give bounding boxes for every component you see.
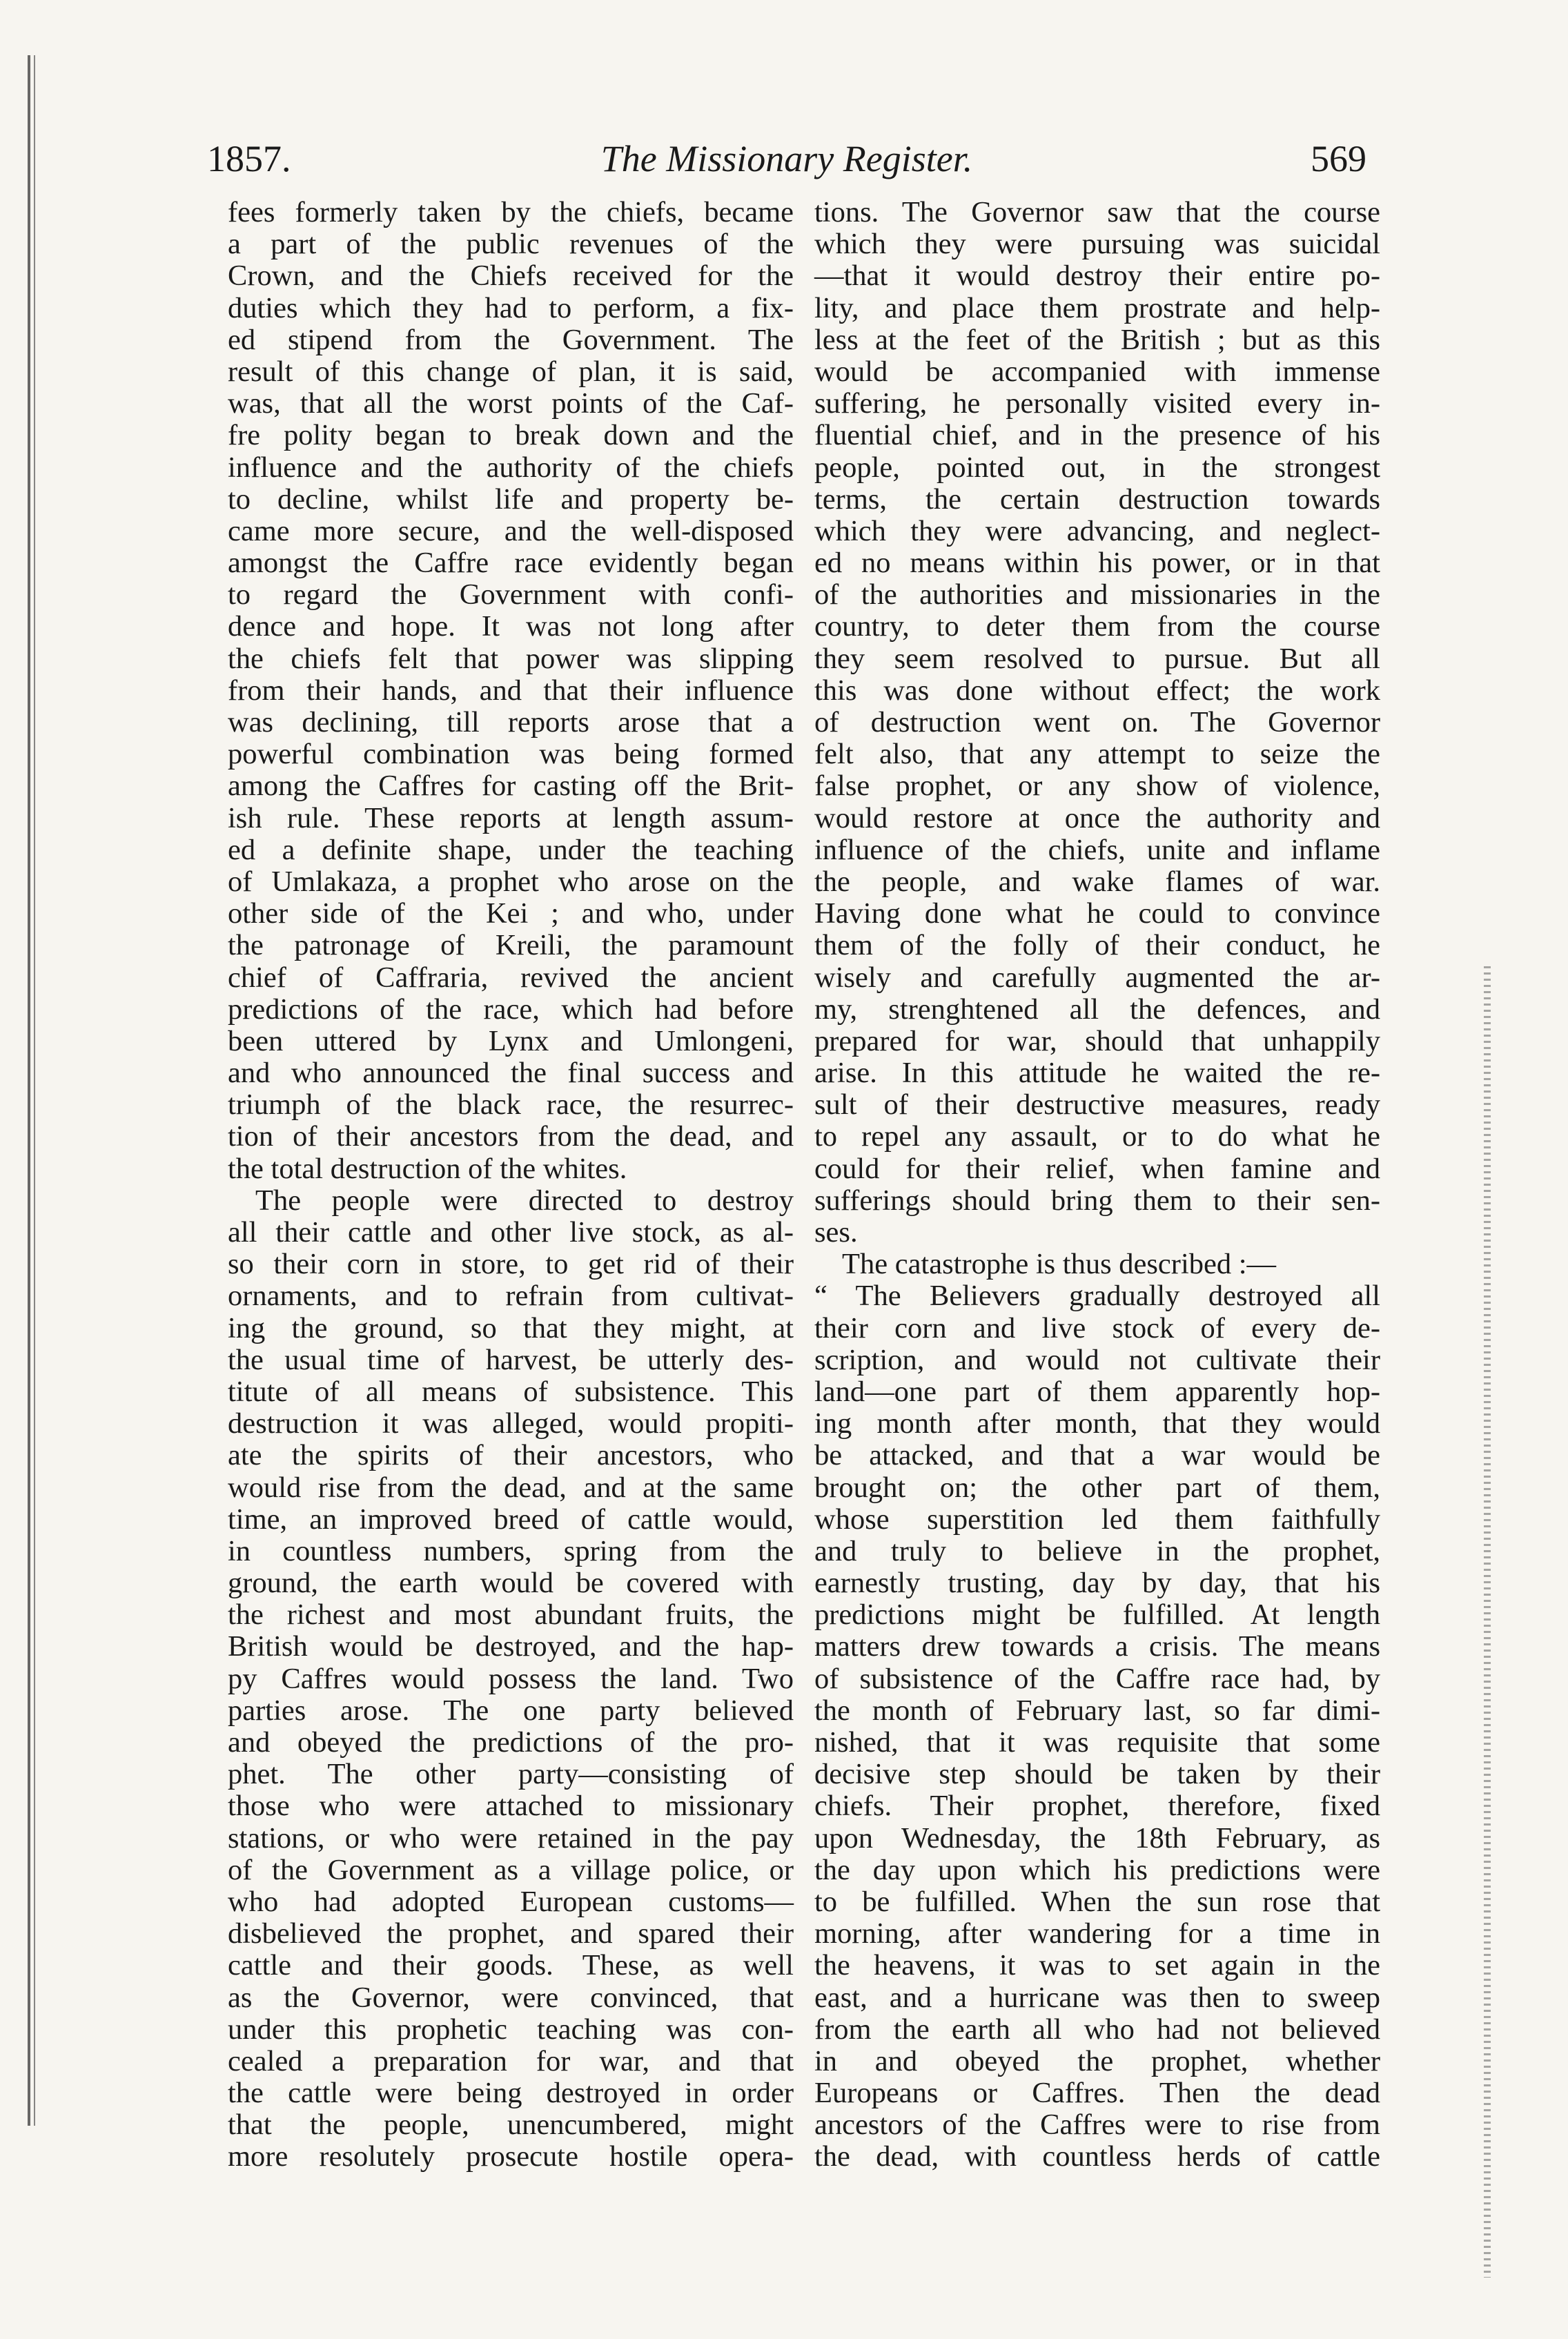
text-line: fre polity began to break down and the <box>228 419 794 452</box>
text-line: Europeans or Caffres. Then the dead <box>814 2077 1380 2110</box>
text-line: among the Caffres for casting off the Brit- <box>228 770 794 803</box>
text-line: from the earth all who had not believed <box>814 2013 1380 2046</box>
text-line: to decline, whilst life and property be- <box>228 482 794 516</box>
text-line: other side of the Kei ; and who, under <box>228 897 794 930</box>
text-line: Crown, and the Chiefs received for the <box>228 260 794 293</box>
text-line: from their hands, and that their influence <box>228 674 794 707</box>
text-line: upon Wednesday, the 18th February, as <box>814 1821 1380 1854</box>
text-line: chiefs. Their prophet, therefore, fixed <box>814 1790 1380 1823</box>
text-line: sult of their destructive measures, ready <box>814 1088 1380 1122</box>
text-line: time, an improved breed of cattle would, <box>228 1503 794 1536</box>
text-line: that the people, unencumbered, might <box>228 2108 794 2142</box>
text-line: more resolutely prosecute hostile opera- <box>228 2140 794 2173</box>
header-title: The Missionary Register. <box>600 138 973 179</box>
text-line: a part of the public revenues of the <box>228 228 794 261</box>
text-line: land—one part of them apparently hop- <box>814 1375 1380 1408</box>
text-line: duties which they had to perform, a fix- <box>228 291 794 324</box>
text-line: terms, the certain destruction towards <box>814 482 1380 516</box>
page-edge-marks <box>1484 966 1491 2278</box>
text-line: of the Government as a village police, or <box>228 1853 794 1886</box>
text-line: the day upon which his predictions were <box>814 1853 1380 1886</box>
text-line: and truly to believe in the prophet, <box>814 1534 1380 1567</box>
text-line: the richest and most abundant fruits, the <box>228 1598 794 1632</box>
text-line: ate the spirits of their ancestors, who <box>228 1439 794 1472</box>
text-line: py Caffres would possess the land. Two <box>228 1662 794 1695</box>
text-line: who had adopted European customs— <box>228 1885 794 1918</box>
text-line: ed no means within his power, or in that <box>814 547 1380 580</box>
text-line: scription, and would not cultivate their <box>814 1343 1380 1376</box>
text-line: influence of the chiefs, unite and inflame <box>814 833 1380 866</box>
text-line: in and obeyed the prophet, whether <box>814 2044 1380 2077</box>
text-line: the cattle were being destroyed in order <box>228 2077 794 2110</box>
text-line: false prophet, or any show of violence, <box>814 770 1380 803</box>
text-line: earnestly trusting, day by day, that his <box>814 1567 1380 1600</box>
text-line: the chiefs felt that power was slipping <box>228 642 794 675</box>
text-line: of Umlakaza, a prophet who arose on the <box>228 865 794 898</box>
text-line: under this prophetic teaching was con- <box>228 2013 794 2046</box>
text-line: cealed a preparation for war, and that <box>228 2044 794 2077</box>
text-line: cattle and their goods. These, as well <box>228 1949 794 1982</box>
text-line: in countless numbers, spring from the <box>228 1534 794 1567</box>
text-line: chief of Caffraria, revived the ancient <box>228 961 794 994</box>
text-line: was, that all the worst points of the Caf- <box>228 387 794 420</box>
text-line: triumph of the black race, the resurrec- <box>228 1088 794 1122</box>
text-line: British would be destroyed, and the hap- <box>228 1630 794 1663</box>
text-line: ed stipend from the Government. The <box>228 323 794 356</box>
text-line: their corn and live stock of every de- <box>814 1311 1380 1344</box>
text-line: be attacked, and that a war would be <box>814 1439 1380 1472</box>
text-line: fees formerly taken by the chiefs, became <box>228 196 794 228</box>
text-line: The catastrophe is thus described :— <box>842 1248 1277 1281</box>
text-line: brought on; the other part of them, <box>814 1471 1380 1504</box>
text-line: ornaments, and to refrain from cultivat- <box>228 1280 794 1313</box>
text-line: destruction it was alleged, would propiti- <box>228 1407 794 1440</box>
text-line: to regard the Government with confi- <box>228 578 794 611</box>
text-line: less at the feet of the British ; but as this <box>814 323 1380 356</box>
text-line: morning, after wandering for a time in <box>814 1917 1380 1950</box>
text-line: would restore at once the authority and <box>814 801 1380 834</box>
text-line: the total destruction of the whites. <box>228 1152 627 1185</box>
text-line: “ The Believers gradually destroyed all <box>814 1280 1380 1313</box>
text-line: the month of February last, so far dimi- <box>814 1694 1380 1727</box>
text-line: country, to deter them from the course <box>814 610 1380 643</box>
text-line: nished, that it was requisite that some <box>814 1726 1380 1759</box>
text-line: the dead, with countless herds of cattle <box>814 2140 1380 2173</box>
text-line: ed a definite shape, under the teaching <box>228 833 794 866</box>
text-line: those who were attached to missionary <box>228 1790 794 1823</box>
text-line: and who announced the final success and <box>228 1057 794 1090</box>
text-line: wisely and carefully augmented the ar- <box>814 961 1380 994</box>
text-line: matters drew towards a crisis. The means <box>814 1630 1380 1663</box>
text-line: phet. The other party—consisting of <box>228 1758 794 1791</box>
text-line: been uttered by Lynx and Umlongeni, <box>228 1024 794 1057</box>
text-line: —that it would destroy their entire po- <box>814 260 1380 293</box>
text-line: they seem resolved to pursue. But all <box>814 642 1380 675</box>
text-line: the people, and wake flames of war. <box>814 865 1380 898</box>
text-line: my, strenghtened all the defences, and <box>814 992 1380 1026</box>
text-line: predictions might be fulfilled. At length <box>814 1598 1380 1632</box>
text-line: powerful combination was being formed <box>228 738 794 771</box>
text-line: arise. In this attitude he waited the re- <box>814 1057 1380 1090</box>
page-number: 569 <box>1311 138 1366 179</box>
text-line: predictions of the race, which had before <box>228 992 794 1026</box>
text-line: prepared for war, should that unhappily <box>814 1024 1380 1057</box>
text-line: as the Governor, were convinced, that <box>228 1981 794 2014</box>
text-line: to repel any assault, or to do what he <box>814 1120 1380 1153</box>
text-line: titute of all means of subsistence. This <box>228 1375 794 1408</box>
text-line: of subsistence of the Caffre race had, by <box>814 1662 1380 1695</box>
text-line: parties arose. The one party believed <box>228 1694 794 1727</box>
text-line: the heavens, it was to set again in the <box>814 1949 1380 1982</box>
text-line: The people were directed to destroy <box>255 1184 794 1217</box>
text-line: whose superstition led them faithfully <box>814 1503 1380 1536</box>
text-line: which they were advancing, and neglect- <box>814 514 1380 547</box>
text-line: came more secure, and the well-disposed <box>228 514 794 547</box>
text-line: which they were pursuing was suicidal <box>814 228 1380 261</box>
text-line: ground, the earth would be covered with <box>228 1567 794 1600</box>
text-line: to be fulfilled. When the sun rose that <box>814 1885 1380 1918</box>
text-line: stations, or who were retained in the pay <box>228 1821 794 1854</box>
text-line: suffering, he personally visited every in- <box>814 387 1380 420</box>
text-line: influence and the authority of the chiefs <box>228 451 794 484</box>
text-line: them of the folly of their conduct, he <box>814 929 1380 962</box>
text-line: ing the ground, so that they might, at <box>228 1311 794 1344</box>
text-line: Having done what he could to convince <box>814 897 1380 930</box>
text-line: this was done without effect; the work <box>814 674 1380 707</box>
binding-edge <box>28 55 37 2126</box>
text-line: the usual time of harvest, be utterly des- <box>228 1343 794 1376</box>
text-line: fluential chief, and in the presence of his <box>814 419 1380 452</box>
text-line: ish rule. These reports at length assum- <box>228 801 794 834</box>
text-line: result of this change of plan, it is said, <box>228 355 794 388</box>
text-line: all their cattle and other live stock, as al- <box>228 1216 794 1249</box>
text-line: disbelieved the prophet, and spared their <box>228 1917 794 1950</box>
text-line: of destruction went on. The Governor <box>814 706 1380 738</box>
text-line: decisive step should be taken by their <box>814 1758 1380 1791</box>
text-line: would be accompanied with immense <box>814 355 1380 388</box>
text-line: and obeyed the predictions of the pro- <box>228 1726 794 1759</box>
text-line: people, pointed out, in the strongest <box>814 451 1380 484</box>
header-year: 1857. <box>207 138 291 179</box>
text-line: the patronage of Kreili, the paramount <box>228 929 794 962</box>
left-column <box>228 197 794 2274</box>
text-line: ing month after month, that they would <box>814 1407 1380 1440</box>
text-line: tions. The Governor saw that the course <box>814 196 1380 228</box>
text-line: ancestors of the Caffres were to rise from <box>814 2108 1380 2142</box>
text-line: of the authorities and missionaries in the <box>814 578 1380 611</box>
text-line: would rise from the dead, and at the same <box>228 1471 794 1504</box>
text-line: ses. <box>814 1216 858 1249</box>
text-line: felt also, that any attempt to seize the <box>814 738 1380 771</box>
text-line: was declining, till reports arose that a <box>228 706 794 738</box>
text-line: so their corn in store, to get rid of their <box>228 1248 794 1281</box>
text-line: east, and a hurricane was then to sweep <box>814 1981 1380 2014</box>
text-line: sufferings should bring them to their sen- <box>814 1184 1380 1217</box>
text-line: amongst the Caffre race evidently began <box>228 547 794 580</box>
text-line: dence and hope. It was not long after <box>228 610 794 643</box>
text-line: tion of their ancestors from the dead, and <box>228 1120 794 1153</box>
right-column <box>814 197 1380 2274</box>
running-header <box>207 131 1366 186</box>
text-line: lity, and place them prostrate and help- <box>814 291 1380 324</box>
text-line: could for their relief, when famine and <box>814 1152 1380 1185</box>
